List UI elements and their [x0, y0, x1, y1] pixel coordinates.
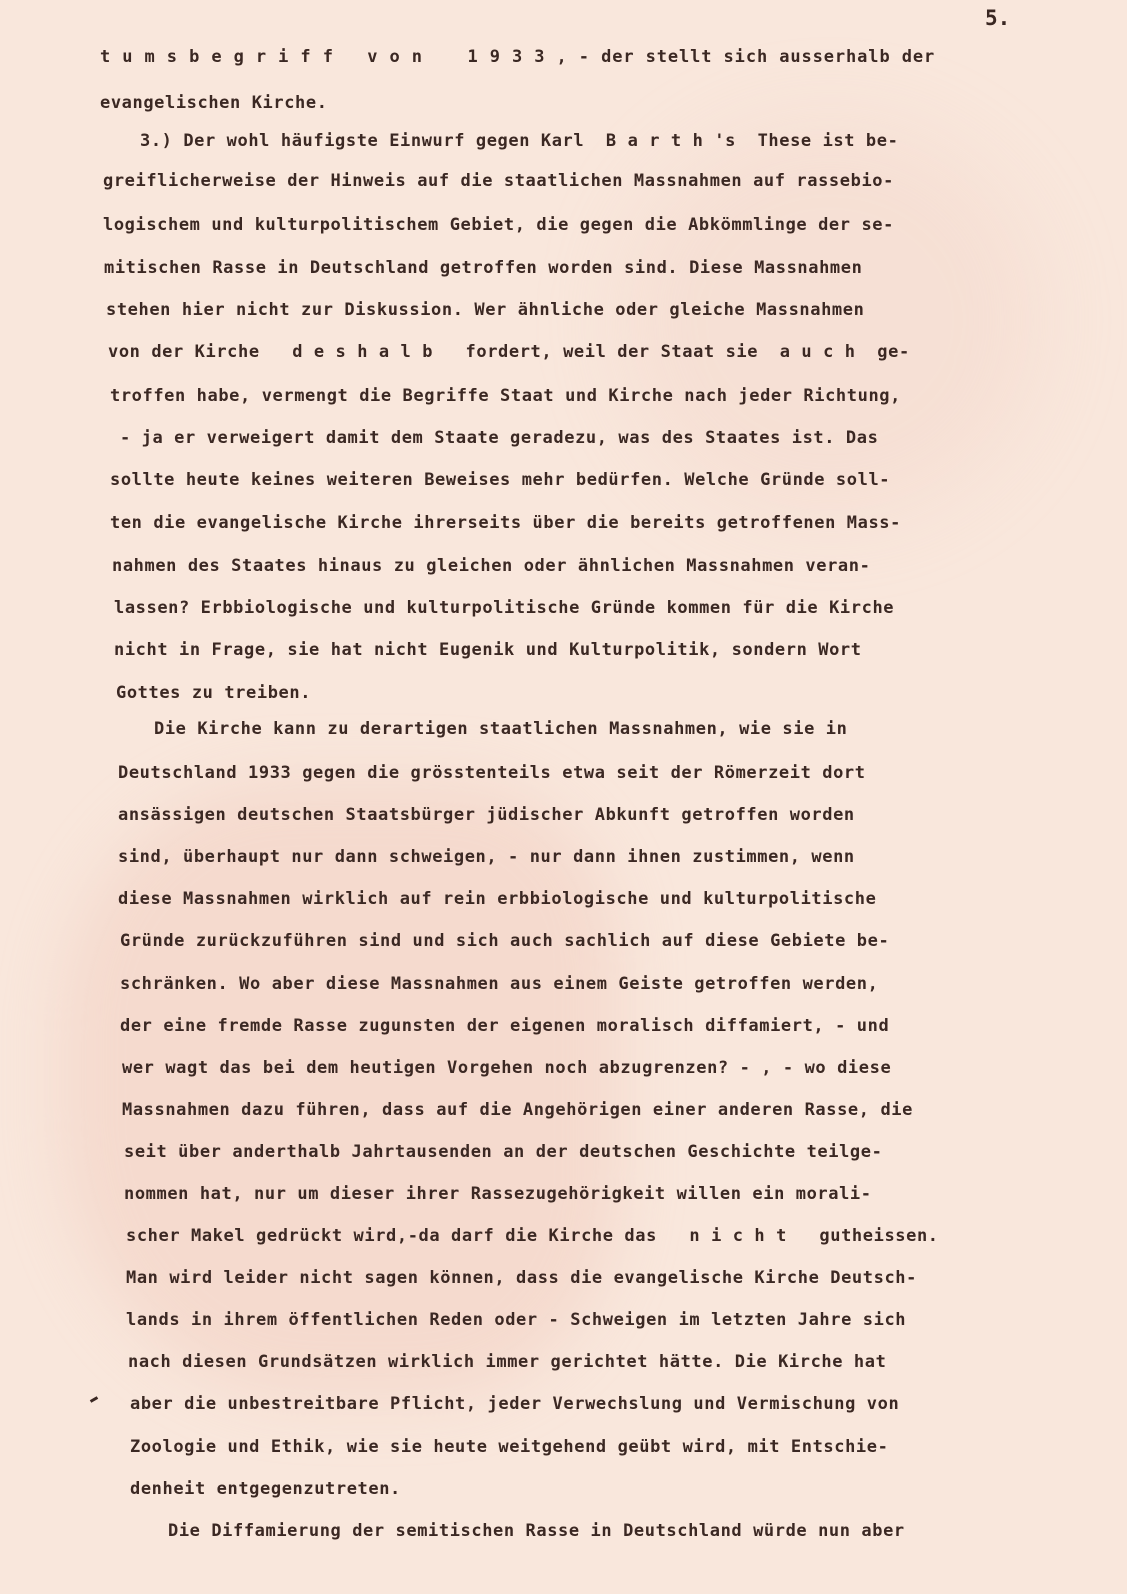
text-line: schränken. Wo aber diese Massnahmen aus einem Geiste getroffen werden, — [120, 974, 879, 994]
text-line: - ja er verweigert damit dem Staate geradezu, was des Staates ist. Das — [120, 428, 879, 448]
text-line: seit über anderthalb Jahrtausenden an der deutschen Geschichte teilge- — [124, 1142, 883, 1162]
text-line: Deutschland 1933 gegen die grösstenteils etwa seit der Römerzeit dort — [118, 763, 866, 783]
text-line: von der Kirche d e s h a l b fordert, weil der Staat sie a u c h ge- — [108, 342, 910, 362]
text-line: 3.) Der wohl häufigste Einwurf gegen Karl B a r t h 's These ist be- — [140, 131, 899, 151]
text-line: lassen? Erbbiologische und kulturpolitische Gründe kommen für die Kirche — [114, 598, 895, 618]
text-line: t u m s b e g r i f f v o n 1 9 3 3 , - der stellt sich ausserhalb der — [100, 47, 936, 67]
text-line: stehen hier nicht zur Diskussion. Wer ähnliche oder gleiche Massnahmen — [106, 300, 865, 320]
text-line: ten die evangelische Kirche ihrerseits über die bereits getroffenen Mass- — [110, 513, 901, 533]
text-line: mitischen Rasse in Deutschland getroffen worden sind. Diese Massnahmen — [104, 258, 863, 278]
text-line: Gründe zurückzuführen sind und sich auch sachlich auf diese Gebiete be- — [120, 931, 890, 951]
text-line: Gottes zu treiben. — [116, 683, 312, 703]
text-line: aber die unbestreitbare Pflicht, jeder Verwechslung und Vermischung von — [130, 1394, 900, 1414]
text-line: Zoologie und Ethik, wie sie heute weitgehend geübt wird, mit Entschie- — [130, 1437, 889, 1457]
text-line: lands in ihrem öffentlichen Reden oder - Schweigen im letzten Jahre sich — [126, 1310, 907, 1330]
text-line: denheit entgegenzutreten. — [130, 1479, 401, 1499]
text-line: sind, überhaupt nur dann schweigen, - nur dann ihnen zustimmen, wenn — [118, 847, 855, 867]
text-line: Man wird leider nicht sagen können, dass die evangelische Kirche Deutsch- — [126, 1268, 917, 1288]
text-line: nommen hat, nur um dieser ihrer Rassezugehörigkeit willen ein morali- — [124, 1184, 872, 1204]
page-number: 5. — [985, 6, 1011, 30]
text-line: greiflicherweise der Hinweis auf die staatlichen Massnahmen auf rassebio- — [103, 171, 894, 191]
text-line: Die Kirche kann zu derartigen staatlichen Massnahmen, wie sie in — [154, 719, 848, 739]
text-line: ansässigen deutschen Staatsbürger jüdischer Abkunft getroffen worden — [118, 805, 855, 825]
text-line: nicht in Frage, sie hat nicht Eugenik und Kulturpolitik, sondern Wort — [114, 640, 862, 660]
text-line: diese Massnahmen wirklich auf rein erbbiologische und kulturpolitische — [118, 889, 877, 909]
text-line: der eine fremde Rasse zugunsten der eigenen moralisch diffamiert, - und — [120, 1016, 890, 1036]
text-line: Die Diffamierung der semitischen Rasse in Deutschland würde nun aber — [168, 1521, 905, 1541]
text-line: nach diesen Grundsätzen wirklich immer gerichtet hätte. Die Kirche hat — [128, 1352, 887, 1372]
text-line: scher Makel gedrückt wird,-da darf die Kirche das n i c h t gutheissen. — [126, 1226, 939, 1246]
text-line: logischem und kulturpolitischem Gebiet, die gegen die Abkömmlinge der se- — [103, 215, 894, 235]
text-line: Massnahmen dazu führen, dass auf die Angehörigen einer anderen Rasse, die — [122, 1100, 913, 1120]
text-line: nahmen des Staates hinaus zu gleichen oder ähnlichen Massnahmen veran- — [112, 556, 871, 576]
text-line: sollte heute keines weiteren Beweises mehr bedürfen. Welche Gründe soll- — [110, 470, 891, 490]
text-line: troffen habe, vermengt die Begriffe Staat und Kirche nach jeder Richtung, — [110, 386, 901, 406]
text-line: wer wagt das bei dem heutigen Vorgehen noch abzugrenzen? - , - wo diese — [122, 1058, 892, 1078]
text-line: evangelischen Kirche. — [100, 93, 328, 113]
